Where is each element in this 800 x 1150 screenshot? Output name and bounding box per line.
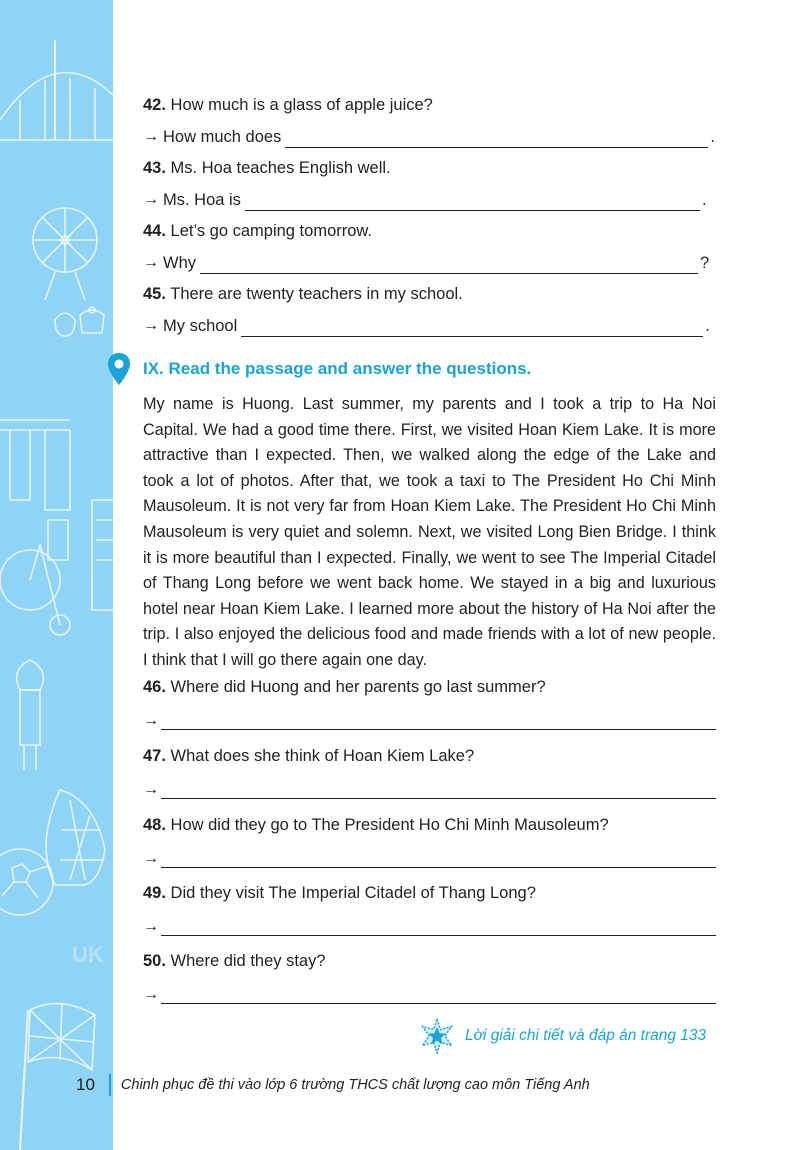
question-47 — [143, 745, 474, 767]
answer-line-50 — [143, 980, 716, 1004]
question-text: Let’s go camping tomorrow. — [170, 222, 372, 240]
arrow-right-icon: → — [143, 712, 159, 729]
question-number: 43. — [143, 159, 166, 177]
reading-passage: My name is Huong. Last summer, my parents and I took a trip to Ha Noi Capital. We had a good time there. First, we visited Hoan Kiem Lake. It is more attractive than I expected. Then, we walked along the edge of the Lake and took a lot of photos. After that, we took a taxi to The President Ho Chi Minh Mausoleum. It is not very far from Hoan Kiem Lake. The President Ho Chi Minh Mausoleum is very quiet and solemn. Next, we visited Long Bien Bridge. I think it is more beautiful than I expected. Finally, we went to see The Imperial Citadel of Thang Long before we went back home. We stayed in a big and luxurious hotel near Hoan Kiem Lake. I learned more about the history of Ha Noi after the trip. I also enjoyed the delicious food and made friends with a lot of new people. I think that I will go there again one day. — [143, 395, 716, 669]
arrow-right-icon: → — [143, 128, 159, 145]
star-badge-icon — [419, 1018, 455, 1054]
answer-blank-48[interactable] — [161, 850, 716, 868]
answer-line-45 — [143, 313, 710, 337]
question-48 — [143, 814, 609, 836]
answer-prefix: How much does — [163, 128, 282, 146]
question-text: How much is a glass of apple juice? — [170, 96, 433, 114]
arrow-right-icon: → — [143, 191, 159, 208]
arrow-right-icon: → — [143, 986, 159, 1003]
answer-blank-45[interactable] — [241, 319, 703, 337]
arrow-right-icon: → — [143, 254, 159, 271]
section-title: IX. Read the passage and answer the questions. — [143, 359, 532, 378]
question-number: 50. — [143, 952, 166, 970]
arrow-right-icon: → — [143, 781, 159, 798]
question-number: 46. — [143, 678, 166, 696]
answer-line-43 — [143, 187, 707, 211]
answer-end-punctuation: . — [710, 128, 715, 146]
answer-blank-47[interactable] — [161, 781, 716, 799]
question-text: Ms. Hoa teaches English well. — [170, 159, 391, 177]
answer-blank-50[interactable] — [161, 986, 716, 1004]
question-number: 47. — [143, 747, 166, 765]
answer-prefix: Why — [163, 254, 196, 272]
answer-blank-49[interactable] — [161, 918, 716, 936]
question-45 — [143, 283, 463, 305]
answer-reference — [419, 1018, 706, 1054]
answer-line-49 — [143, 912, 716, 936]
question-number: 48. — [143, 816, 166, 834]
answer-line-48 — [143, 844, 716, 868]
uk-label: UK — [72, 942, 104, 967]
answer-end-punctuation: . — [705, 317, 710, 335]
question-42 — [143, 94, 433, 116]
question-number: 42. — [143, 96, 166, 114]
book-title: Chinh phục đề thi vào lớp 6 trường THCS chất lượng cao môn Tiếng Anh — [120, 1077, 590, 1093]
answer-line-46 — [143, 706, 716, 730]
answer-end-punctuation: ? — [700, 254, 710, 272]
question-46 — [143, 676, 546, 698]
answer-end-punctuation: . — [701, 191, 707, 209]
answer-blank-46[interactable] — [161, 712, 716, 730]
answer-line-42 — [143, 124, 715, 148]
section-heading — [107, 352, 531, 386]
arrow-right-icon: → — [143, 317, 159, 334]
answer-blank-42[interactable] — [285, 130, 708, 148]
answer-prefix: Ms. Hoa is — [163, 191, 241, 209]
question-43 — [143, 157, 391, 179]
question-text: What does she think of Hoan Kiem Lake? — [170, 747, 475, 765]
answer-reference-text: Lời giải chi tiết và đáp án trang 133 — [465, 1027, 707, 1044]
footer-divider — [109, 1074, 111, 1096]
decorative-sidebar — [0, 0, 113, 1150]
travel-doodles-icon — [0, 0, 113, 1150]
page-number: 10 — [76, 1075, 95, 1094]
location-pin-icon — [107, 352, 131, 386]
answer-prefix: My school — [163, 317, 238, 335]
question-text: Did they visit The Imperial Citadel of Thang Long? — [170, 884, 536, 902]
question-number: 45. — [143, 285, 166, 303]
question-number: 49. — [143, 884, 166, 902]
question-text: Where did they stay? — [170, 952, 326, 970]
question-text: There are twenty teachers in my school. — [170, 285, 463, 303]
answer-line-44 — [143, 250, 709, 274]
answer-blank-43[interactable] — [245, 193, 700, 211]
answer-line-47 — [143, 775, 716, 799]
question-text: How did they go to The President Ho Chi Minh Mausoleum? — [170, 816, 609, 834]
answer-blank-44[interactable] — [200, 256, 698, 274]
question-text: Where did Huong and her parents go last summer? — [170, 678, 546, 696]
question-44 — [143, 220, 372, 242]
page-footer — [76, 1074, 590, 1096]
question-50 — [143, 950, 326, 972]
question-number: 44. — [143, 222, 166, 240]
question-49 — [143, 882, 536, 904]
arrow-right-icon: → — [143, 850, 159, 867]
arrow-right-icon: → — [143, 918, 159, 935]
